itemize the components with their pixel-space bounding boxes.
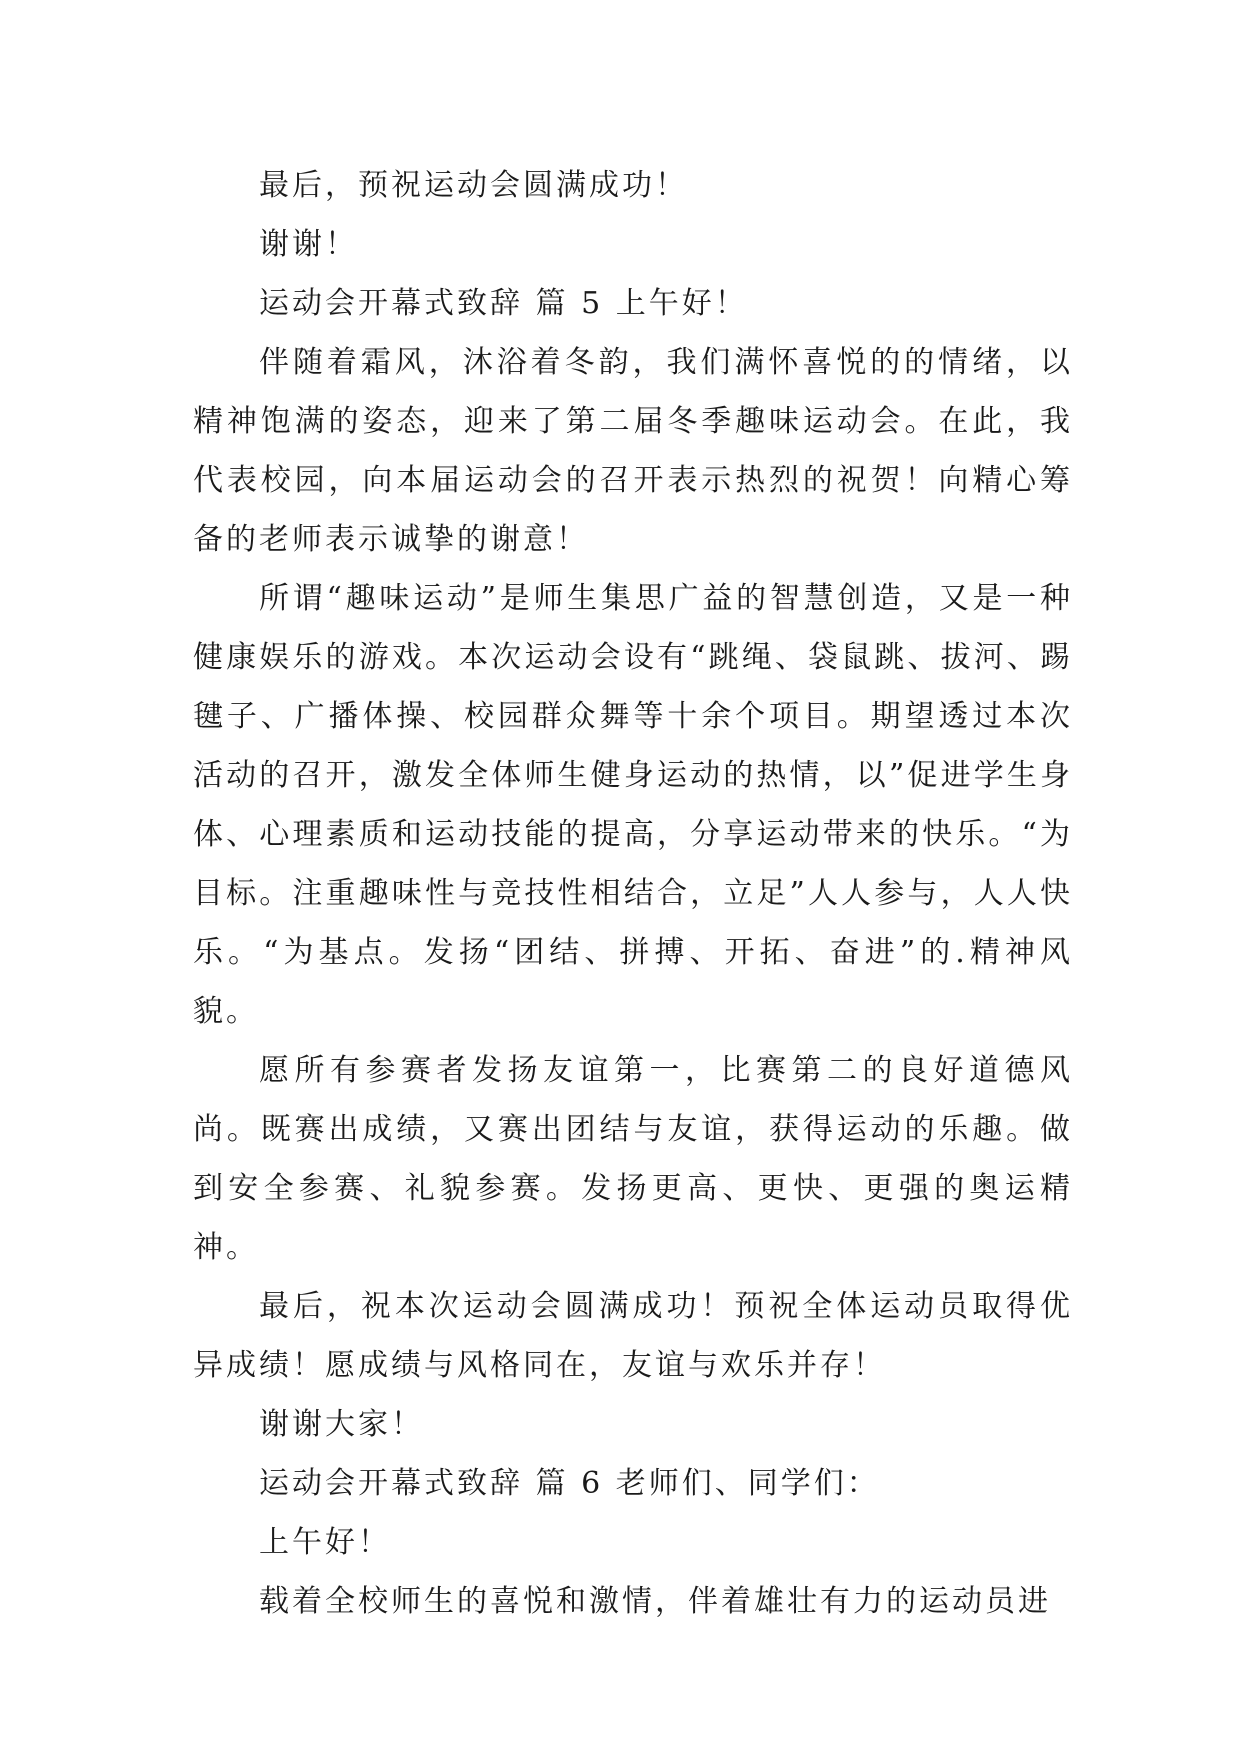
paragraph-fun-sports: 所谓“趣味运动”是师生集思广益的智慧创造，又是一种健康娱乐的游戏。本次运动会设有“跳绳、袋鼠跳、拔河、踢毽子、广播体操、校园群众舞等十余个项目。期望透过本次活动的召开，激发全体师生健身运动的热情，以”促进学生身体、心理素质和运动技能的提高，分享运动带来的快乐。“为目标。注重趣味性与竞技性相结合，立足”人人参与，人人快乐。“为基点。发扬“团结、拼搏、开拓、奋进”的.精神风貌。 — [193, 581, 1073, 1029]
paragraph-final-wish: 最后，祝本次运动会圆满成功！预祝全体运动员取得优异成绩！愿成绩与风格同在，友谊与欢乐并存！ — [193, 1289, 1073, 1383]
document-body — [193, 156, 1073, 1631]
paragraph-sportsmanship: 愿所有参赛者发扬友谊第一，比赛第二的良好道德风尚。既赛出成绩，又赛出团结与友谊，获得运动的乐趣。做到安全参赛、礼貌参赛。发扬更高、更快、更强的奥运精神。 — [193, 1053, 1073, 1265]
paragraph-thanks: 谢谢！ — [259, 227, 358, 262]
section-heading-5: 运动会开幕式致辞 篇 5 上午好！ — [259, 286, 748, 321]
section-heading-6: 运动会开幕式致辞 篇 6 老师们、同学们： — [259, 1466, 880, 1501]
paragraph-thanks-all: 谢谢大家！ — [259, 1407, 424, 1442]
paragraph-closing-wish: 最后，预祝运动会圆满成功！ — [259, 168, 688, 203]
paragraph-greeting: 上午好！ — [259, 1525, 391, 1560]
paragraph-intro: 伴随着霜风，沐浴着冬韵，我们满怀喜悦的的情绪，以精神饱满的姿态，迎来了第二届冬季趣味运动会。在此，我代表校园，向本届运动会的召开表示热烈的祝贺！向精心筹备的老师表示诚挚的谢意！ — [193, 345, 1073, 557]
paragraph-opening: 载着全校师生的喜悦和激情，伴着雄壮有力的运动员进 — [259, 1584, 1051, 1619]
